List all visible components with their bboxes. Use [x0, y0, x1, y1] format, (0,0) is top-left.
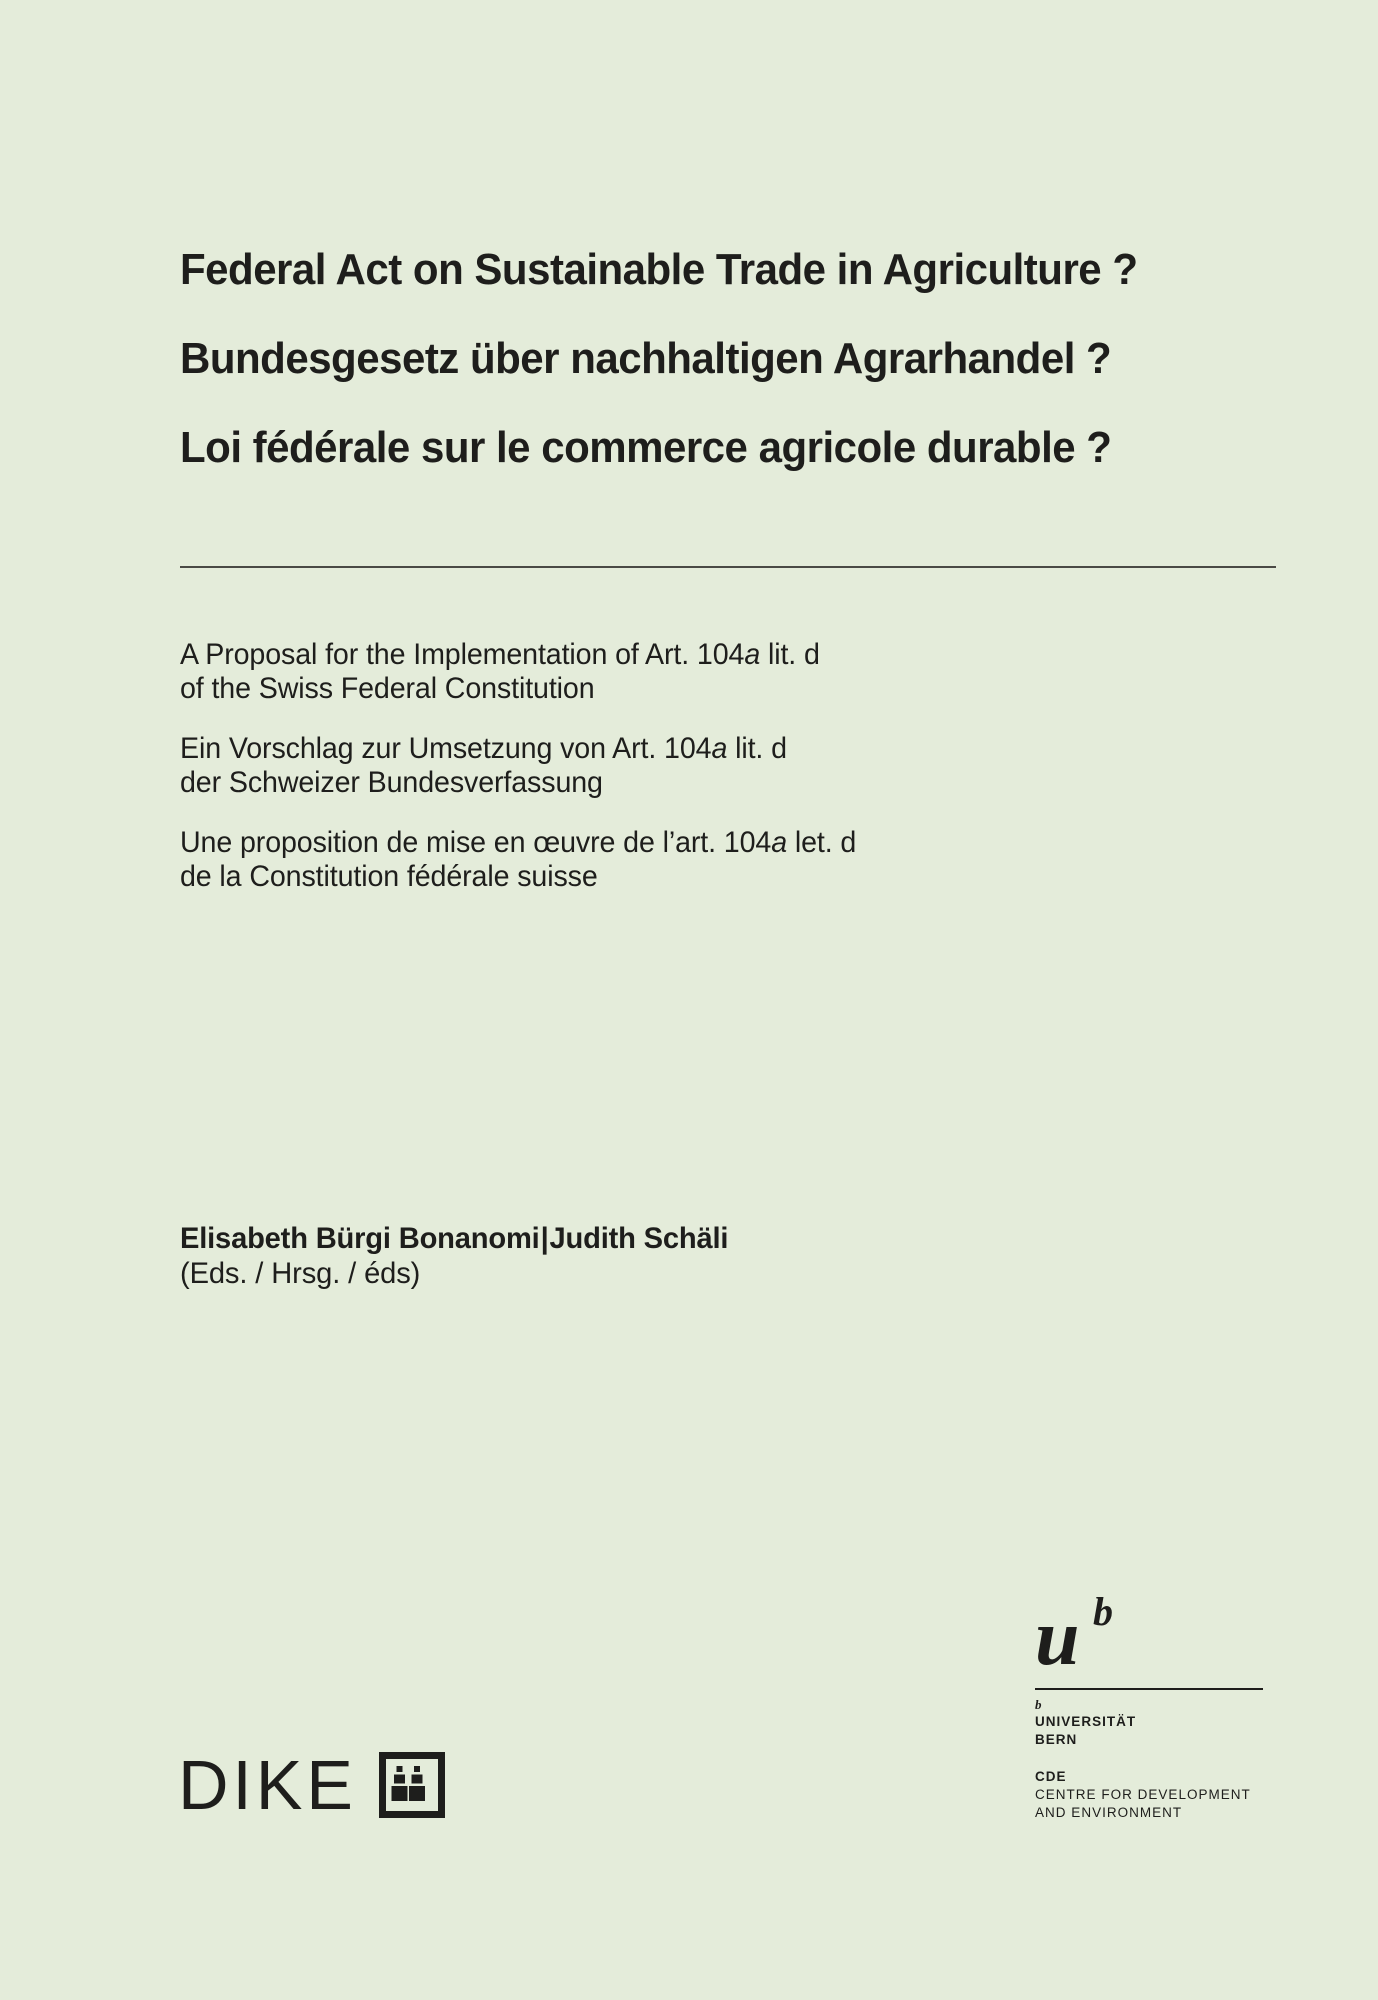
horizontal-divider — [180, 566, 1276, 568]
subtitle-french-line1-post: let. d — [787, 826, 857, 860]
article-letter-italic: a — [744, 638, 761, 671]
editors-separator: | — [540, 1222, 549, 1255]
subtitle-english-line1-pre: A Proposal for the Implementation of Art. 104 — [180, 638, 745, 671]
title-line-german: Bundesgesetz über nachhaltigen Agrarhandel ? — [180, 334, 1112, 383]
subtitle-french-line2: de la Constitution fédérale suisse — [180, 860, 598, 894]
subtitle-block — [180, 638, 1180, 894]
article-letter-italic: a — [771, 826, 788, 860]
subtitle-german-line1-pre: Ein Vorschlag zur Umsetzung von Art. 104 — [180, 732, 712, 766]
title-block — [180, 245, 1278, 472]
editor-name-second: Judith Schäli — [549, 1222, 729, 1255]
dike-wordmark: DIKE — [178, 1746, 357, 1824]
unibe-letter-b-superscript: b — [1093, 1589, 1113, 1634]
subtitle-english-line1-post: lit. d — [760, 638, 820, 671]
subtitle-english-line1 — [180, 638, 1150, 672]
university-logo-bern — [1035, 1589, 1275, 1822]
cde-abbreviation: CDE — [1035, 1769, 1067, 1785]
subtitle-french — [180, 826, 1180, 894]
unibe-name-line1: UNIVERSITÄT — [1035, 1714, 1137, 1730]
editors-names — [180, 1222, 1150, 1257]
subtitle-english-line2: of the Swiss Federal Constitution — [180, 672, 595, 706]
editors-block — [180, 1222, 1180, 1292]
publisher-logo-dike — [178, 1746, 445, 1824]
unibe-name-line2: BERN — [1035, 1732, 1078, 1748]
subtitle-german — [180, 732, 1180, 800]
title-line-french: Loi fédérale sur le commerce agricole durable ? — [180, 423, 1112, 472]
unibe-divider-rule — [1035, 1688, 1263, 1690]
editor-name-first: Elisabeth Bürgi Bonanomi — [180, 1222, 540, 1255]
subtitle-english — [180, 638, 1180, 706]
subtitle-french-line1-pre: Une proposition de mise en œuvre de l’art. 104 — [180, 826, 772, 860]
cde-block — [1035, 1768, 1275, 1822]
dike-figures-icon — [379, 1752, 445, 1818]
unibe-small-b: b — [1035, 1697, 1042, 1712]
cde-name-line2: AND ENVIRONMENT — [1035, 1805, 1183, 1821]
editors-role: (Eds. / Hrsg. / éds) — [180, 1256, 421, 1290]
cde-name-line1: CENTRE FOR DEVELOPMENT — [1035, 1787, 1251, 1803]
subtitle-german-line2: der Schweizer Bundesverfassung — [180, 766, 603, 800]
title-line-english: Federal Act on Sustainable Trade in Agriculture ? — [180, 245, 1138, 294]
subtitle-german-line1-post: lit. d — [727, 732, 787, 766]
article-letter-italic: a — [711, 732, 728, 766]
unibe-monogram — [1035, 1589, 1275, 1684]
subtitle-german-line1 — [180, 732, 1150, 766]
subtitle-french-line1 — [180, 826, 1150, 860]
unibe-letter-u: u — [1035, 1594, 1080, 1682]
